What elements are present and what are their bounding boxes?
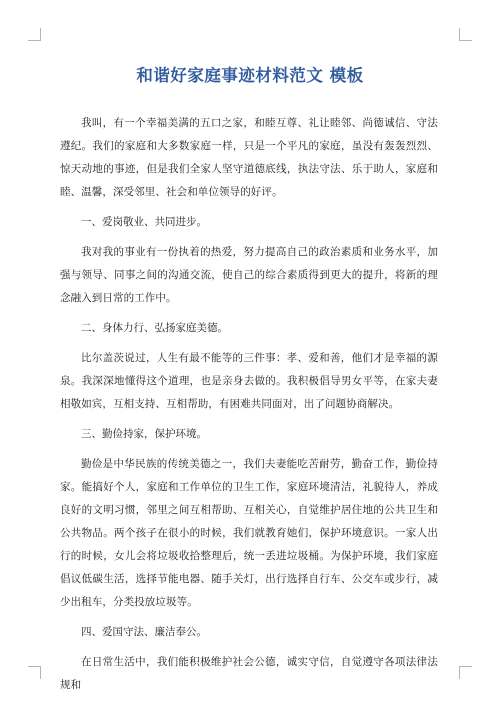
paragraph-section-4: 在日常生活中，我们能积极维护社会公德，诚实守信，自觉遵守各项法律法规和 bbox=[60, 656, 438, 691]
section-heading-1: 一、爱岗敬业、共同进步。 bbox=[81, 216, 207, 228]
corner-mark-bottom-left bbox=[28, 666, 41, 679]
paragraph-section-3: 勤俭是中华民族的传统美德之一，我们夫妻能吃苦耐劳，勤奋工作，勤俭持家。能搞好个人，家庭和工作单位的卫生工作，家庭环境清洁，礼貌待人，养成良好的文明习惯，邻里之间互相帮助、互相关心，自觉维护居住地的公共卫生和公共物品。两个孩子在很小的时候，我们就教育她们，保护环境意识。一家人出行的时候，女儿会将垃圾收拾整理后，统一丢进垃圾桶。为保护环境，我们家庭倡议低碳生活，选择节能电器、随手关灯，出行选择自行车、公交车或步行，减少出租车，分类投放垃圾等。 bbox=[60, 458, 438, 608]
corner-mark-top-right bbox=[459, 28, 472, 41]
paragraph-section-1: 我对我的事业有一份执着的热爱，努力提高自己的政治素质和业务水平，加强与领导、同事之间的沟通交流，使自己的综合素质得到更大的提升，将新的理念融入到日常的工作中。 bbox=[60, 246, 438, 304]
paragraph-intro: 我叫，有一个幸福美满的五口之家，和睦互尊、礼让睦邻、尚德诚信、守法遵纪。我们的家庭和大多数家庭一样，只是一个平凡的家庭，虽没有轰轰烈烈、惊天动地的事迹，但是我们全家人坚守道德底线，执法守法、乐于助人，家庭和睦、温馨，深受邻里、社会和单位领导的好评。 bbox=[60, 117, 438, 198]
section-heading-4: 四、爱国守法、廉洁奉公。 bbox=[81, 626, 207, 638]
section-heading-2: 二、身体力行、弘扬家庭美德。 bbox=[81, 322, 228, 334]
document-title: 和谐好家庭事迹材料范文 模板 bbox=[136, 66, 364, 85]
corner-mark-top-left bbox=[28, 28, 41, 41]
section-heading-3: 三、勤俭持家，保护环境。 bbox=[81, 428, 207, 440]
document-body bbox=[60, 112, 438, 704]
paragraph-section-2: 比尔盖茨说过，人生有最不能等的三件事：孝、爱和善，他们才是幸福的源泉。我深深地懂得这个道理，也是亲身去做的。我积极倡导男女平等，在家夫妻相敬如宾，互相支持、互相帮助，有困难共同面对，出了问题协商解决。 bbox=[60, 352, 438, 410]
corner-mark-bottom-right bbox=[459, 666, 472, 679]
